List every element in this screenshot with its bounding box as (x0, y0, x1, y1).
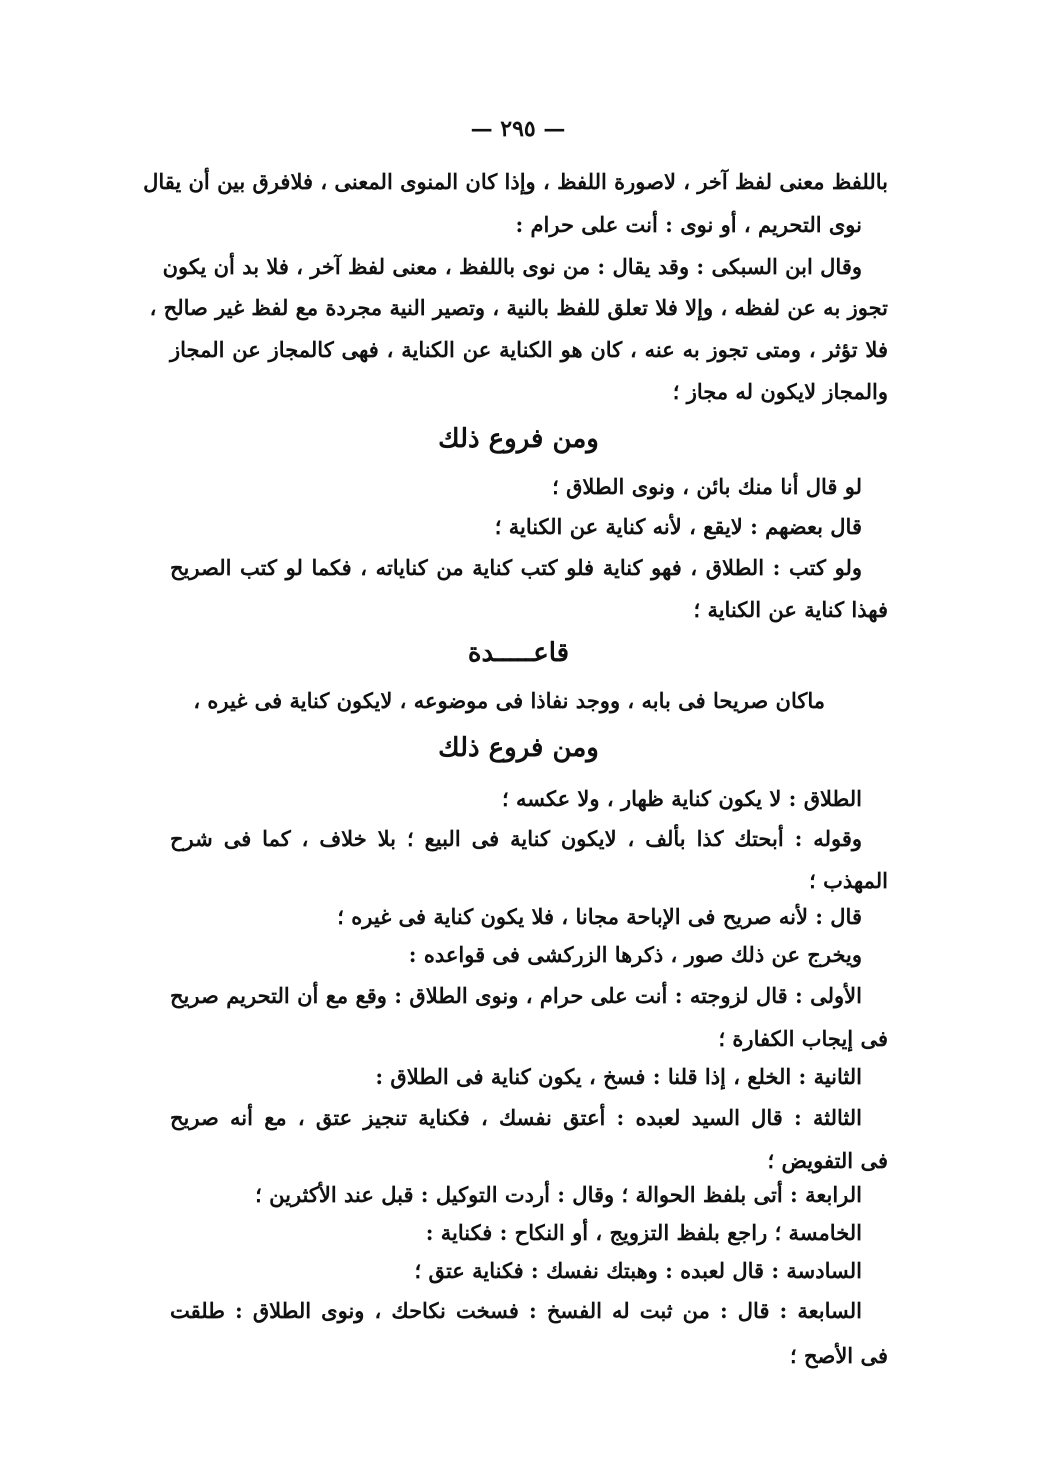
text-line: باللفظ معنى لفظ آخر ، لاصورة اللفظ ، وإذا كان المنوى المعنى ، فلافرق بين أن يقال (143, 169, 888, 194)
section-heading: ومن فروع ذلك (438, 424, 599, 454)
text-line: فى إيجاب الكفارة ؛ (718, 1026, 888, 1051)
text-line: السابعة : قال : من ثبت له الفسخ : فسخت نكاحك ، ونوى الطلاق : طلقت (170, 1298, 862, 1323)
text-line: الرابعة : أتى بلفظ الحوالة ؛ وقال : أردت التوكيل : قبل عند الأكثرين ؛ (255, 1182, 862, 1207)
text-line: الطلاق : لا يكون كناية ظهار ، ولا عكسه ؛ (502, 786, 862, 811)
text-line: والمجاز لايكون له مجاز ؛ (672, 379, 888, 404)
text-line: الخامسة ؛ راجع بلفظ التزويج ، أو النكاح : فكناية : (425, 1220, 862, 1245)
text-line: الثانية : الخلع ، إذا قلنا : فسخ ، يكون كناية فى الطلاق : (375, 1064, 862, 1089)
page-number: — ٢٩٥ — (470, 116, 566, 142)
text-line: فى التفويض ؛ (767, 1148, 888, 1173)
rule-text: ماكان صريحا فى بابه ، ووجد نفاذا فى موضوعه ، لايكون كناية فى غيره ، (193, 688, 825, 713)
text-line: فلا تؤثر ، ومتى تجوز به عنه ، كان هو الكناية عن الكناية ، فهى كالمجاز عن المجاز (170, 337, 888, 362)
text-line: ولو كتب : الطلاق ، فهو كناية فلو كتب كناية من كناياته ، فكما لو كتب الصريح (170, 555, 862, 580)
text-line: قال بعضهم : لايقع ، لأنه كناية عن الكناية ؛ (494, 514, 862, 539)
text-line: قال : لأنه صريح فى الإباحة مجانا ، فلا يكون كناية فى غيره ؛ (337, 904, 862, 929)
rule-heading: قاعـــــدة (467, 638, 570, 668)
text-line: لو قال أنا منك بائن ، ونوى الطلاق ؛ (552, 474, 862, 499)
text-line: وقوله : أبحتك كذا بألف ، لايكون كناية فى البيع ؛ بلا خلاف ، كما فى شرح (170, 826, 862, 851)
text-line: ويخرج عن ذلك صور ، ذكرها الزركشى فى قواعده : (408, 942, 862, 967)
text-line: وقال ابن السبكى : وقد يقال : من نوى باللفظ ، معنى لفظ آخر ، فلا بد أن يكون (162, 254, 862, 279)
text-line: نوى التحريم ، أو نوى : أنت على حرام : (515, 212, 862, 237)
text-line: المهذب ؛ (809, 868, 888, 893)
text-line: السادسة : قال لعبده : وهبتك نفسك : فكناية عتق ؛ (414, 1258, 862, 1283)
text-line: الثالثة : قال السيد لعبده : أعتق نفسك ، فكناية تنجيز عتق ، مع أنه صريح (170, 1105, 862, 1130)
text-line: فهذا كناية عن الكناية ؛ (693, 597, 888, 622)
text-line: فى الأصح ؛ (789, 1343, 888, 1368)
text-line: الأولى : قال لزوجته : أنت على حرام ، ونوى الطلاق : وقع مع أن التحريم صريح (170, 983, 862, 1008)
text-line: تجوز به عن لفظه ، وإلا فلا تعلق للفظ بالنية ، وتصير النية مجردة مع لفظ غير صالح ، (149, 295, 888, 320)
section-heading: ومن فروع ذلك (438, 733, 599, 763)
